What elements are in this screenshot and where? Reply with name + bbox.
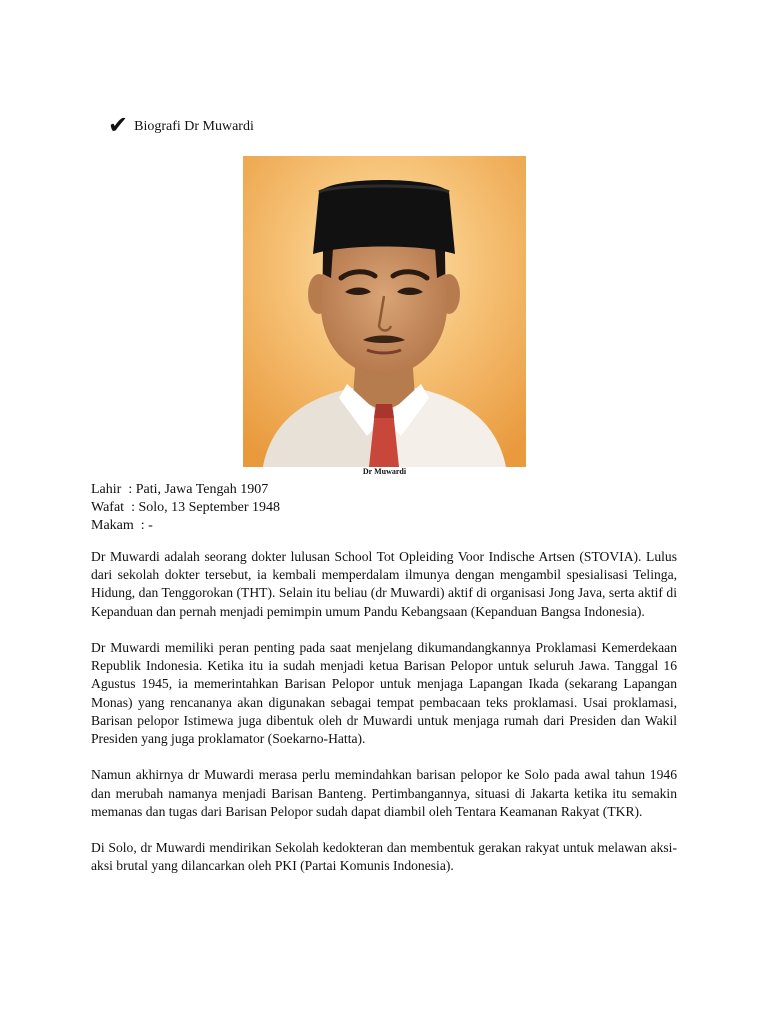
portrait-image [243,156,526,467]
biography-body [91,548,677,894]
biography-facts [91,481,280,535]
birth-info: Lahir : Pati, Jawa Tengah 1907 [91,482,269,497]
death-info: Wafat : Solo, 13 September 1948 [91,500,281,515]
paragraph: Namun akhirnya dr Muwardi merasa perlu memindahkan barisan pelopor ke Solo pada awal tahun 1946 dan merubah namanya menjadi Barisan Banteng. Pertimbangannya, situasi di Jakarta ketika itu semakin memanas dan tugas dari Barisan Pelopor sudah dapat diambil oleh Tentara Keamanan Rakyat (TKR). [91,767,677,819]
burial-info: Makam : - [91,518,153,533]
heading-title: Biografi Dr Muwardi [134,119,254,134]
section-heading [108,111,254,139]
paragraph: Di Solo, dr Muwardi mendirikan Sekolah kedokteran dan membentuk gerakan rakyat untuk melawan aksi-aksi brutal yang dilancarkan oleh PKI (Partai Komunis Indonesia). [91,840,677,874]
portrait-caption: Dr Muwardi [362,467,407,476]
paragraph: Dr Muwardi adalah seorang dokter lulusan School Tot Opleiding Voor Indische Artsen (STOVIA). Lulus dari sekolah dokter tersebut, ia kembali memperdalam ilmunya dengan mengambil spesialisasi Telinga, Hidung, dan Tenggorokan (THT). Selain itu beliau (dr Muwardi) aktif di organisasi Jong Java, serta aktif di Kepanduan dan pernah menjadi pemimpin umum Pandu Kebangsaan (Kepanduan Bangsa Indonesia). [91,549,677,619]
checkmark-icon: ✔ [108,111,129,139]
paragraph: Dr Muwardi memiliki peran penting pada saat menjelang dikumandangkannya Proklamasi Kemerdekaan Republik Indonesia. Ketika itu ia sudah menjadi ketua Barisan Pelopor untuk seluruh Jawa. Tanggal 16 Agustus 1945, ia memerintahkan Barisan Pelopor untuk menjaga Lapangan Ikada (sekarang Lapangan Monas) yang rencananya akan digunakan sebagai tempat pembacaan teks proklamasi. Usai proklamasi, Barisan pelopor Istimewa juga dibentuk oleh dr Muwardi untuk menjaga rumah dari Presiden dan Wakil Presiden yang juga proklamator (Soekarno-Hatta). [91,640,677,747]
